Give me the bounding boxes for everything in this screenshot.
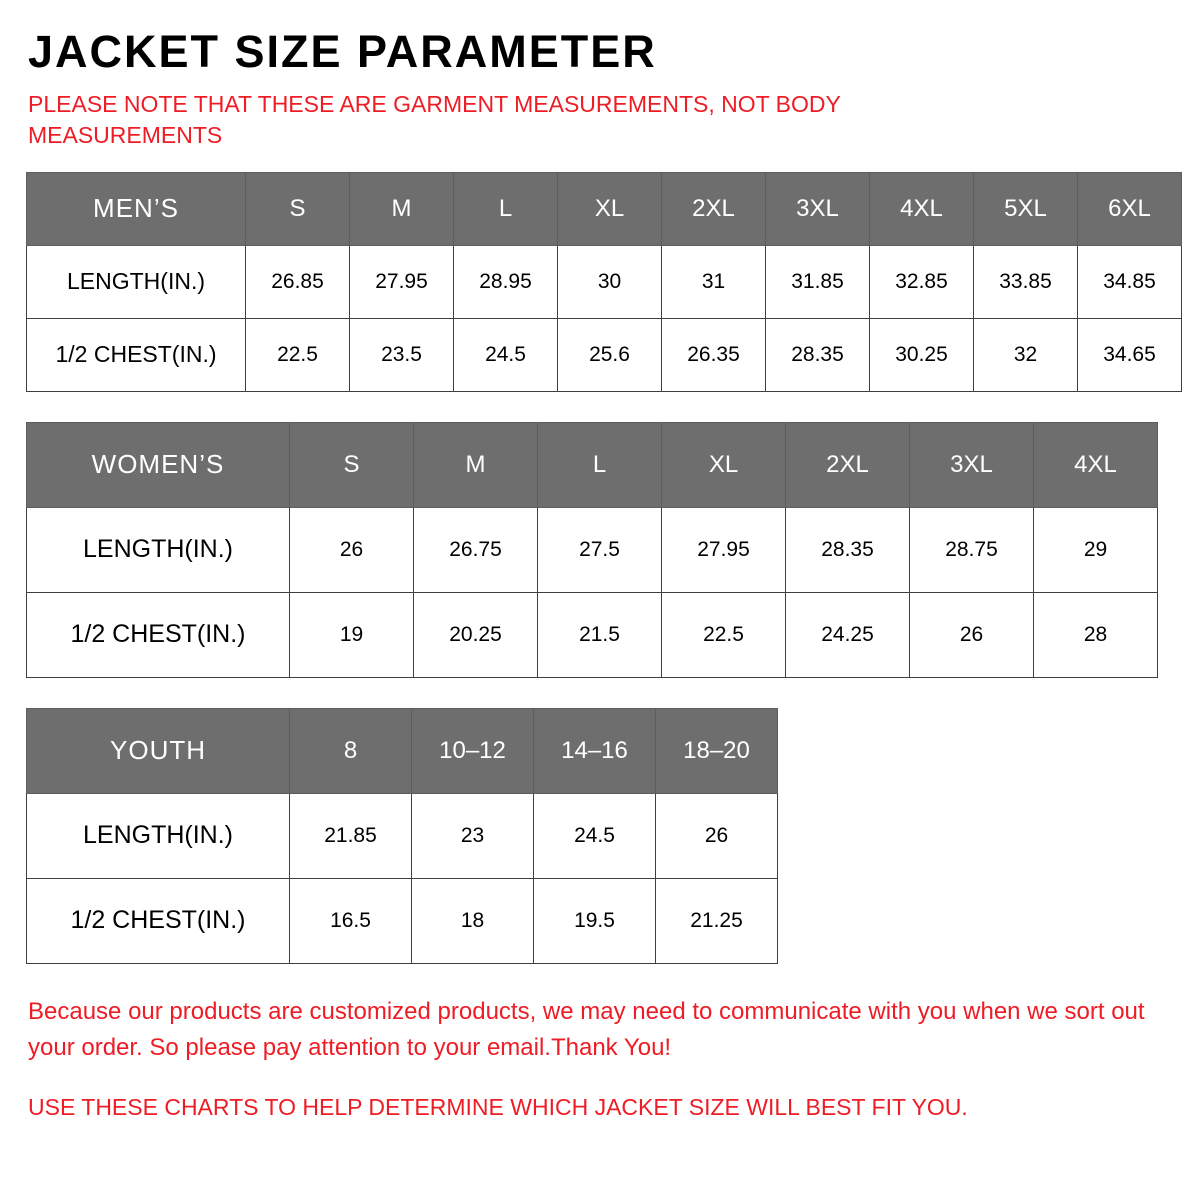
youth-cell: 21.25 — [656, 878, 778, 963]
mens-cell: 32.85 — [870, 245, 974, 318]
mens-row-label: LENGTH(IN.) — [27, 245, 246, 318]
womens-cell: 19 — [290, 592, 414, 677]
youth-cell: 18 — [412, 878, 534, 963]
womens-header-label: WOMEN’S — [27, 422, 290, 507]
mens-cell: 32 — [974, 318, 1078, 391]
womens-cell: 21.5 — [538, 592, 662, 677]
mens-size-header: 2XL — [662, 172, 766, 245]
womens-size-header: 2XL — [786, 422, 910, 507]
mens-cell: 30 — [558, 245, 662, 318]
mens-cell: 27.95 — [350, 245, 454, 318]
mens-header-label: MEN’S — [27, 172, 246, 245]
page-title: JACKET SIZE PARAMETER — [28, 26, 657, 77]
table-row — [27, 245, 1182, 318]
mens-size-header: 5XL — [974, 172, 1078, 245]
mens-cell: 30.25 — [870, 318, 974, 391]
mens-cell: 23.5 — [350, 318, 454, 391]
youth-cell: 26 — [656, 793, 778, 878]
womens-cell: 28 — [1034, 592, 1158, 677]
womens-size-header: S — [290, 422, 414, 507]
womens-cell: 26.75 — [414, 507, 538, 592]
mens-size-header: 6XL — [1078, 172, 1182, 245]
womens-cell: 22.5 — [662, 592, 786, 677]
youth-size-table — [26, 708, 778, 964]
mens-cell: 26.85 — [246, 245, 350, 318]
mens-cell: 28.95 — [454, 245, 558, 318]
youth-size-header: 18–20 — [656, 708, 778, 793]
mens-cell: 31.85 — [766, 245, 870, 318]
youth-header-label: YOUTH — [27, 708, 290, 793]
mens-cell: 28.35 — [766, 318, 870, 391]
mens-cell: 34.85 — [1078, 245, 1182, 318]
table-row — [27, 793, 778, 878]
youth-cell: 19.5 — [534, 878, 656, 963]
youth-cell: 23 — [412, 793, 534, 878]
mens-cell: 33.85 — [974, 245, 1078, 318]
womens-size-header: XL — [662, 422, 786, 507]
mens-size-table — [26, 172, 1182, 392]
womens-row-label: LENGTH(IN.) — [27, 507, 290, 592]
mens-size-header: XL — [558, 172, 662, 245]
youth-row-label: LENGTH(IN.) — [27, 793, 290, 878]
womens-cell: 20.25 — [414, 592, 538, 677]
mens-size-header: S — [246, 172, 350, 245]
womens-cell: 24.25 — [786, 592, 910, 677]
womens-cell: 26 — [290, 507, 414, 592]
mens-cell: 24.5 — [454, 318, 558, 391]
mens-size-header: 3XL — [766, 172, 870, 245]
mens-cell: 31 — [662, 245, 766, 318]
measurement-note: PLEASE NOTE THAT THESE ARE GARMENT MEASUREMENTS, NOT BODY MEASUREMENTS — [28, 91, 841, 148]
womens-cell: 27.5 — [538, 507, 662, 592]
mens-size-header: 4XL — [870, 172, 974, 245]
mens-size-header: M — [350, 172, 454, 245]
womens-size-header: 4XL — [1034, 422, 1158, 507]
mens-cell: 25.6 — [558, 318, 662, 391]
table-row — [27, 507, 1158, 592]
womens-cell: 28.75 — [910, 507, 1034, 592]
mens-cell: 26.35 — [662, 318, 766, 391]
womens-cell: 29 — [1034, 507, 1158, 592]
customization-note: Because our products are customized products, we may need to communicate with you when we sort out your order. So please pay attention to your email.Thank You! — [28, 997, 1145, 1061]
womens-row-label: 1/2 CHEST(IN.) — [27, 592, 290, 677]
womens-size-header: L — [538, 422, 662, 507]
youth-row-label: 1/2 CHEST(IN.) — [27, 878, 290, 963]
womens-size-header: M — [414, 422, 538, 507]
chart-usage-note: USE THESE CHARTS TO HELP DETERMINE WHICH JACKET SIZE WILL BEST FIT YOU. — [28, 1093, 968, 1120]
womens-cell: 28.35 — [786, 507, 910, 592]
youth-size-header: 10–12 — [412, 708, 534, 793]
youth-cell: 16.5 — [290, 878, 412, 963]
table-row — [27, 318, 1182, 391]
mens-cell: 34.65 — [1078, 318, 1182, 391]
youth-cell: 24.5 — [534, 793, 656, 878]
womens-size-header: 3XL — [910, 422, 1034, 507]
table-row — [27, 878, 778, 963]
table-row — [27, 592, 1158, 677]
womens-cell: 27.95 — [662, 507, 786, 592]
mens-size-header: L — [454, 172, 558, 245]
womens-size-table — [26, 422, 1158, 678]
womens-cell: 26 — [910, 592, 1034, 677]
youth-size-header: 14–16 — [534, 708, 656, 793]
youth-cell: 21.85 — [290, 793, 412, 878]
table-header-row — [27, 708, 778, 793]
table-header-row — [27, 422, 1158, 507]
mens-row-label: 1/2 CHEST(IN.) — [27, 318, 246, 391]
table-header-row — [27, 172, 1182, 245]
mens-cell: 22.5 — [246, 318, 350, 391]
youth-size-header: 8 — [290, 708, 412, 793]
